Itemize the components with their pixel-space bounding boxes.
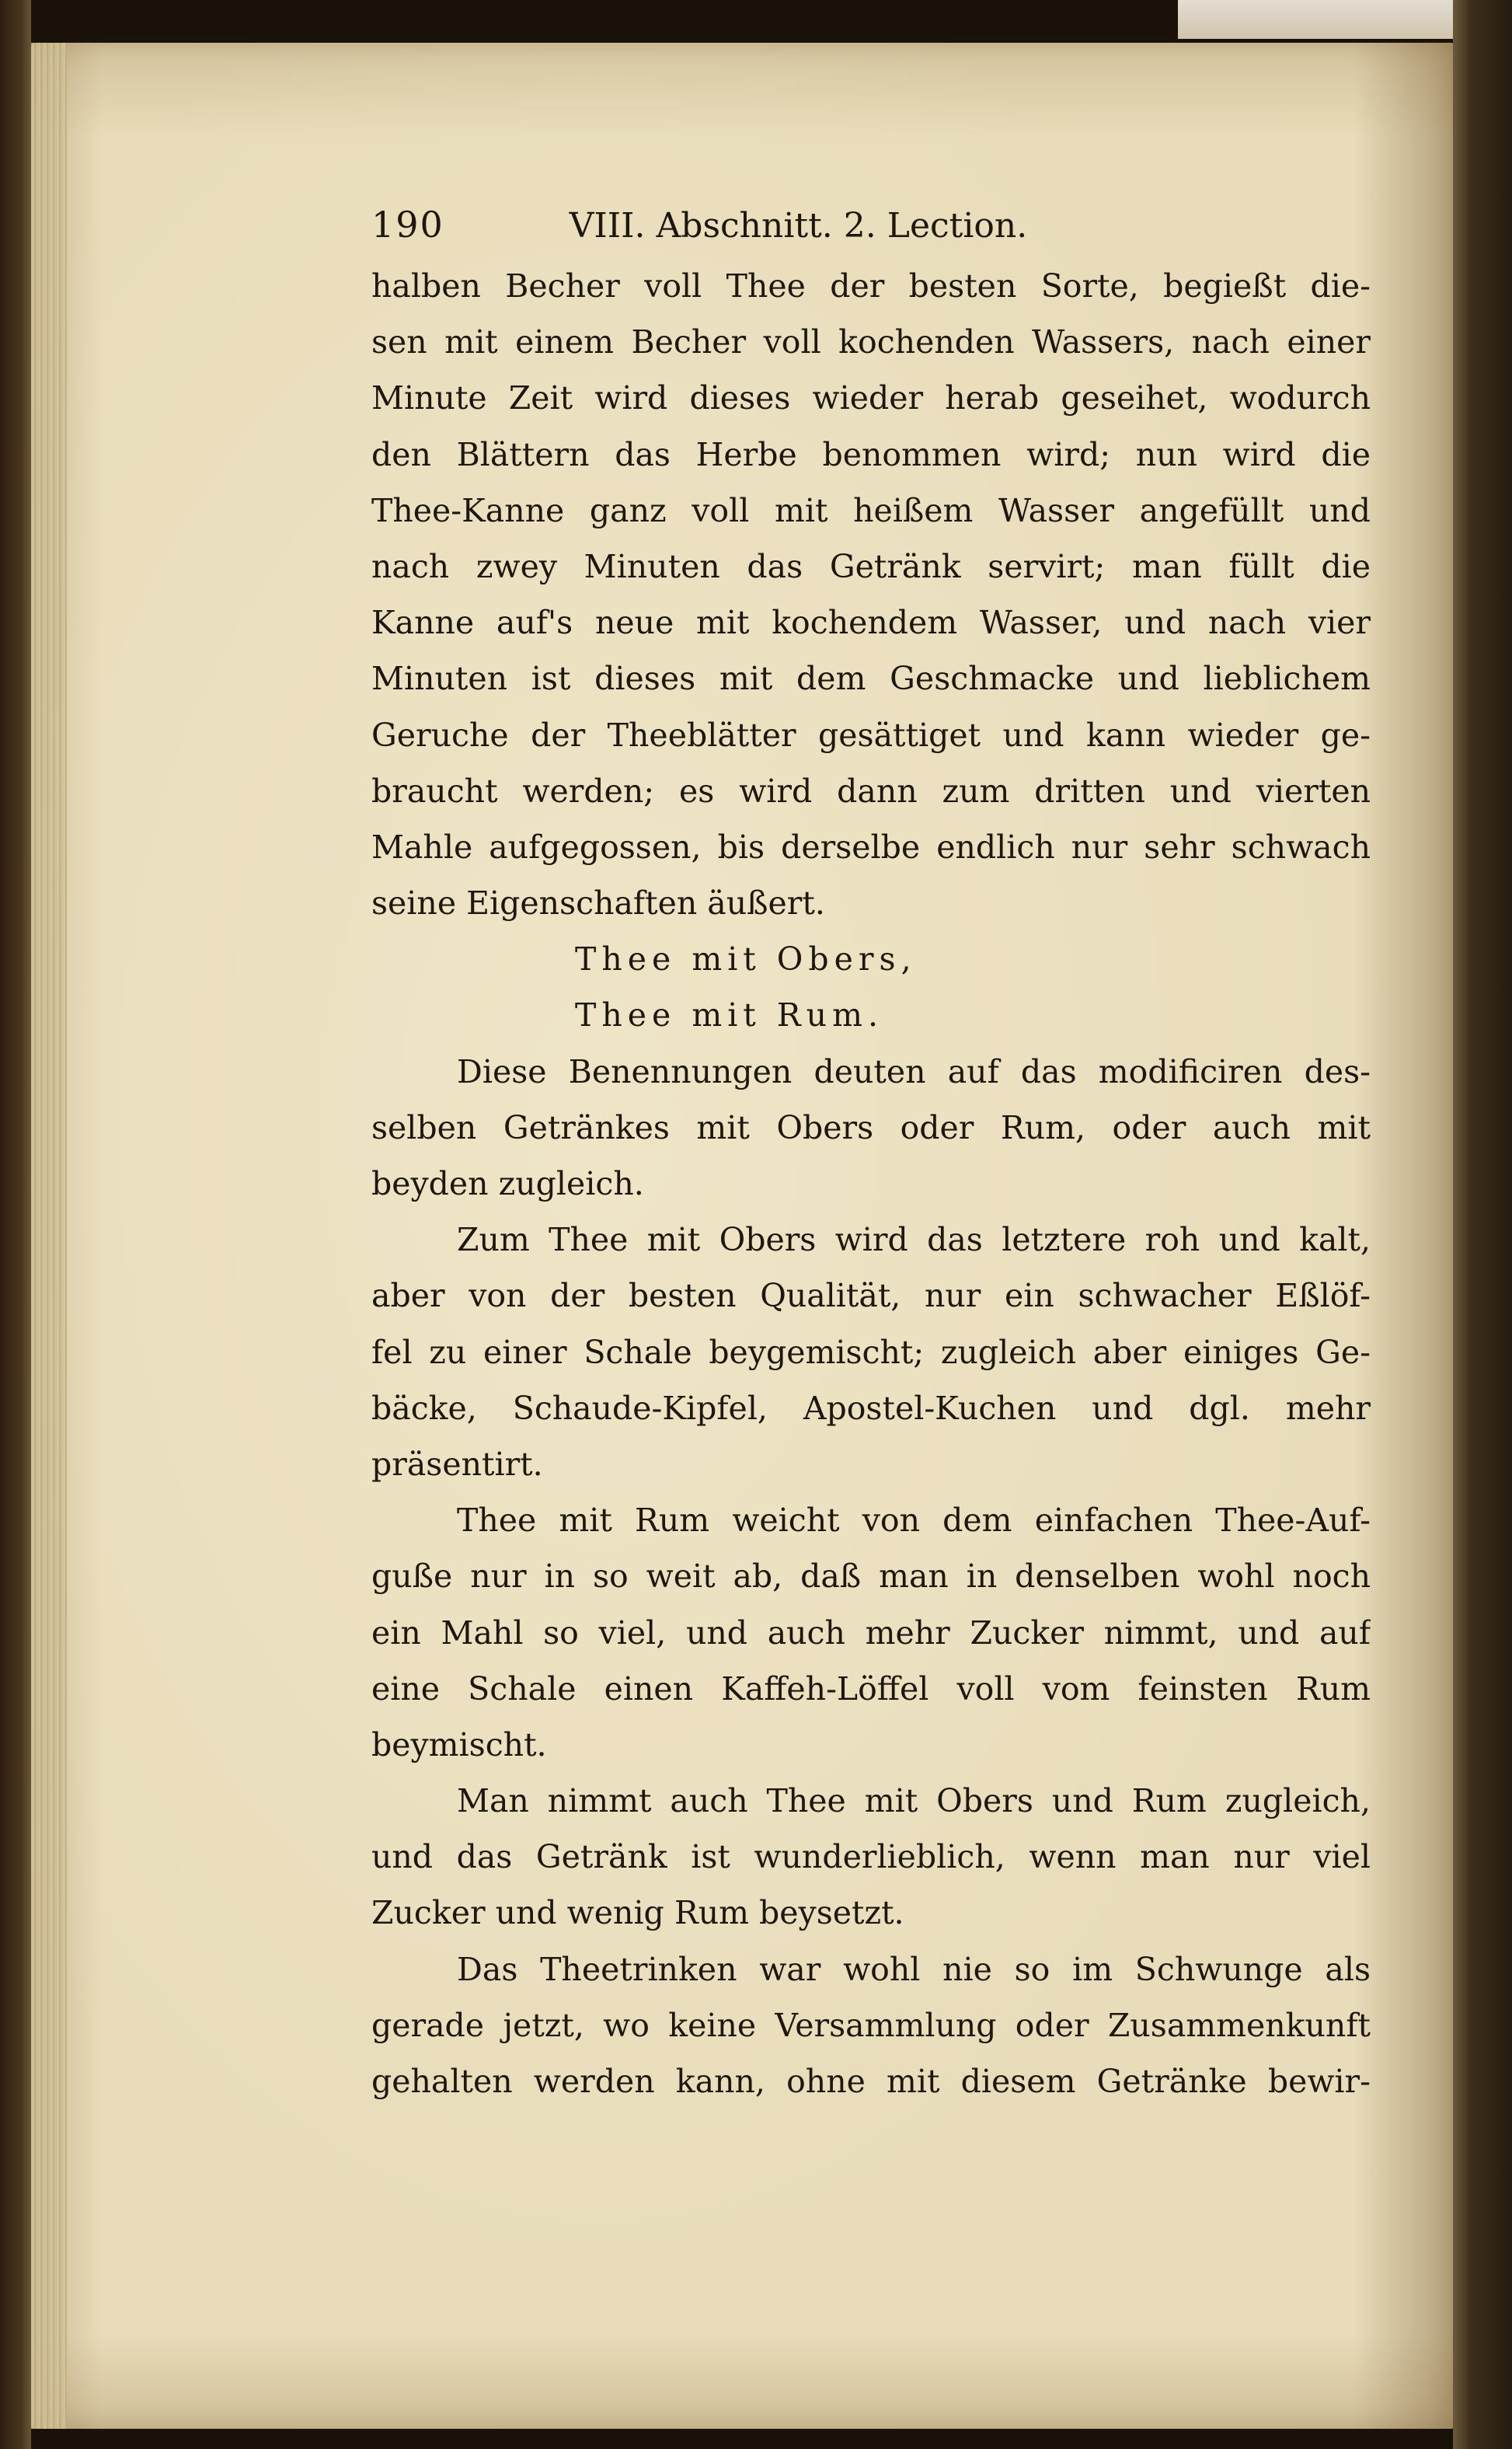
text-line: Diese Benennungen deuten auf das modificiren des- <box>457 1052 1371 1090</box>
text-line: gerade jetzt, wo keine Versammlung oder Zusammenkunft <box>371 2006 1371 2044</box>
text-line: Man nimmt auch Thee mit Obers und Rum zugleich, <box>457 1782 1371 1820</box>
page-number: 190 <box>371 204 444 246</box>
text-line: Minute Zeit wird dieses wieder herab geseihet, wodurch <box>371 379 1371 417</box>
section-title: VIII. Abschnitt. 2. Lection. <box>569 206 1028 246</box>
running-header <box>371 204 1381 250</box>
text-line: und das Getränk ist wunderlieblich, wenn man nur viel <box>371 1838 1371 1876</box>
text-line: ein Mahl so viel, und auch mehr Zucker nimmt, und auf <box>371 1613 1371 1652</box>
text-line: halben Becher voll Thee der besten Sorte, begießt die- <box>371 267 1371 305</box>
text-line: Thee-Kanne ganz voll mit heißem Wasser angefüllt und <box>371 491 1371 529</box>
text-line: Thee mit Rum weicht von dem einfachen Thee-Auf- <box>457 1502 1371 1540</box>
subheading-thee-mit-rum: Thee mit Rum. <box>575 996 883 1034</box>
text-line: Das Theetrinken war wohl nie so im Schwunge als <box>457 1950 1371 1988</box>
text-line: den Blättern das Herbe benommen wird; nun wird die <box>371 435 1371 473</box>
text-line: eine Schale einen Kaffeh-Löffel voll vom feinsten Rum <box>371 1669 1371 1708</box>
text-line: Mahle aufgegossen, bis derselbe endlich nur sehr schwach <box>371 828 1371 866</box>
book-gutter-right <box>1453 0 1512 2449</box>
text-line: aber von der besten Qualität, nur ein schwacher Eßlöf- <box>371 1277 1371 1315</box>
page-body <box>371 258 1371 2109</box>
page-edges <box>31 43 67 2429</box>
text-line: bäcke, Schaude-Kipfel, Apostel-Kuchen und dgl. mehr <box>371 1389 1371 1427</box>
text-line: sen mit einem Becher voll kochenden Wassers, nach einer <box>371 323 1371 361</box>
text-line: Kanne auf's neue mit kochendem Wasser, und nach vier <box>371 604 1371 642</box>
text-line: beymischt. <box>371 1725 547 1763</box>
book-cover-edge <box>0 0 31 2449</box>
text-line: selben Getränkes mit Obers oder Rum, oder auch mit <box>371 1108 1371 1146</box>
text-line: Zucker und wenig Rum beysetzt. <box>371 1894 904 1932</box>
text-line: nach zwey Minuten das Getränk servirt; man füllt die <box>371 547 1371 585</box>
text-line: präsentirt. <box>371 1445 543 1483</box>
text-line: fel zu einer Schale beygemischt; zugleich aber einiges Ge- <box>371 1333 1371 1371</box>
subheading-thee-mit-obers: Thee mit Obers, <box>575 940 917 979</box>
text-line: guße nur in so weit ab, daß man in denselben wohl noch <box>371 1558 1371 1596</box>
text-line: beyden zugleich. <box>371 1165 644 1202</box>
text-line: gehalten werden kann, ohne mit diesem Getränke bewir- <box>371 2063 1371 2100</box>
text-line: Minuten ist dieses mit dem Geschmacke und lieblichem <box>371 660 1371 698</box>
text-line: Zum Thee mit Obers wird das letztere roh und kalt, <box>457 1221 1371 1259</box>
text-line: seine Eigenschaften äußert. <box>371 884 825 923</box>
text-line: braucht werden; es wird dann zum dritten und vierten <box>371 772 1371 810</box>
text-line: Geruche der Theeblätter gesättiget und kann wieder ge- <box>371 716 1371 754</box>
